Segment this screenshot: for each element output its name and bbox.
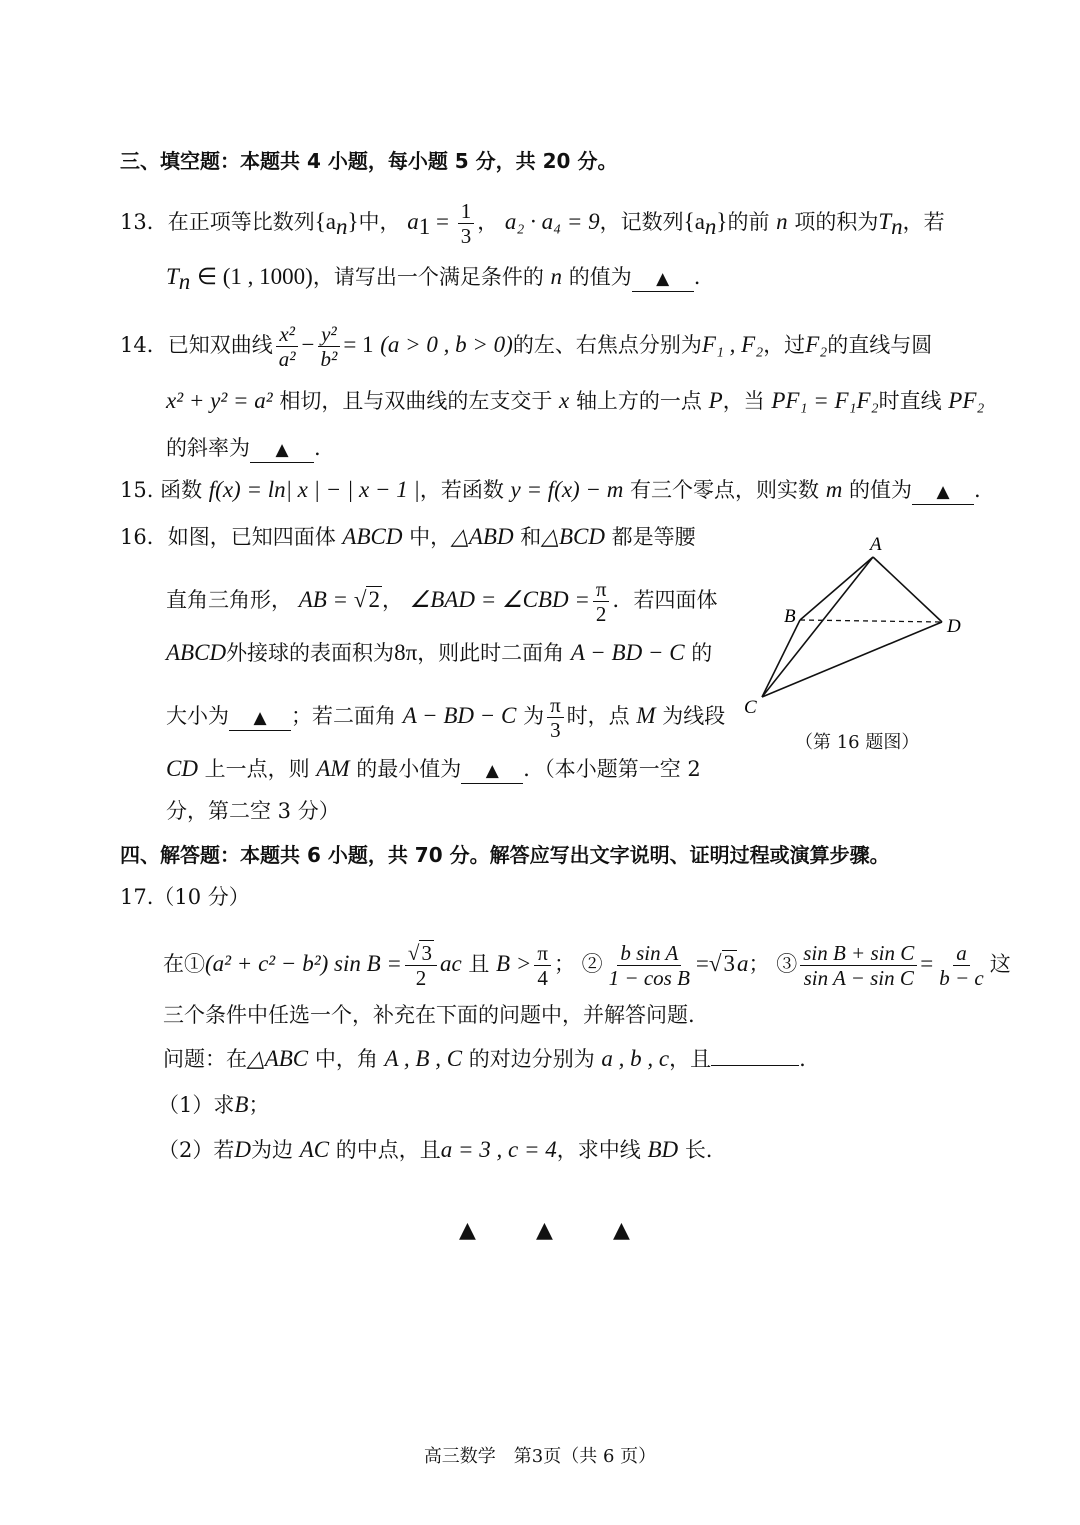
math: PF₁ = F₁F₂ <box>771 388 879 413</box>
math: n <box>704 214 717 240</box>
question-13-line-1 <box>120 200 945 247</box>
math: M <box>636 703 656 728</box>
question-17-part-2 <box>158 1135 713 1165</box>
math: f(x) = ln| x | − | x − 1 | <box>208 477 420 502</box>
question-16-line-4 <box>166 694 725 741</box>
fraction-one-third: $\frac{1}{3}$ <box>458 200 475 247</box>
question-number: 13． <box>120 210 168 234</box>
text: 这 <box>989 952 1011 976</box>
math: ∈ (1 , 1000) <box>196 264 313 289</box>
question-number: 15. <box>120 478 154 502</box>
math: A − BD − C <box>570 640 685 665</box>
text: 为线段 <box>662 704 726 728</box>
text: ，当 <box>722 389 765 413</box>
tetrahedron-figure <box>730 530 980 730</box>
fraction-sines: $\frac{\text{sin B + sin C}}{\text{sin A − sin C}}$ <box>800 942 917 989</box>
text: 大小为 <box>166 704 229 728</box>
text: 在正项等比数列 <box>167 210 315 234</box>
text: ，则此时二面角 <box>417 641 565 665</box>
text: . <box>314 436 321 460</box>
math: (a² + c² − b²) sin B = <box>205 951 402 976</box>
question-16-line-2 <box>166 578 717 625</box>
question-17-part-1 <box>158 1090 269 1120</box>
text: 时直线 <box>878 389 942 413</box>
question-number: 16． <box>120 525 168 549</box>
question-15-line <box>120 475 981 505</box>
math: = <box>695 951 709 976</box>
text: 在① <box>163 952 205 976</box>
text: 中， <box>358 210 401 234</box>
text: 项的积为 <box>794 210 879 234</box>
text: 外接球的表面积为 <box>226 641 395 665</box>
fraction-x2-a2: $\frac{\text{x²}}{\text{a²}}$ <box>276 323 299 370</box>
math: {a <box>683 209 705 234</box>
question-16-line-1 <box>120 522 696 552</box>
math: a <box>737 951 749 976</box>
fraction-sqrt3-over-2: $\frac{√3}{2}$ <box>405 942 437 989</box>
text: 和 <box>520 525 542 549</box>
vertex-label-d: D <box>947 616 961 637</box>
math: F₁ , F₂ <box>701 332 764 357</box>
page-footer: 高三数学 第3页（共 6 页） <box>423 1446 657 1467</box>
math: m <box>825 477 843 502</box>
text: 且 <box>468 952 490 976</box>
math: n <box>776 209 788 234</box>
text: 为边 <box>251 1138 293 1162</box>
fraction-pi-over-2: $\frac{\pi}{2}$ <box>593 578 610 625</box>
math: n <box>178 269 191 295</box>
question-17-problem <box>163 1044 806 1074</box>
math: a <box>407 209 419 234</box>
text: ；若二面角 <box>291 704 396 728</box>
text: 的前 <box>727 210 770 234</box>
math: A , B , C <box>384 1046 463 1071</box>
text: 的对边分别为 <box>468 1047 595 1071</box>
text: （1）求 <box>158 1093 235 1117</box>
math: } <box>716 209 728 234</box>
section-three-title: 三、填空题：本题共 4 小题，每小题 5 分，共 20 分。 <box>120 149 618 173</box>
fraction-pi-over-3: $\frac{\pi}{3}$ <box>547 694 564 741</box>
answer-blank[interactable]: ▲ <box>632 267 694 292</box>
math: − <box>301 332 315 357</box>
fraction-y2-b2: $\frac{\text{y²}}{\text{b²}}$ <box>318 323 341 370</box>
answer-blank[interactable]: ▲ <box>250 438 314 463</box>
end-mark: ▲ <box>459 1218 476 1243</box>
math: n <box>891 214 903 240</box>
math: △ABC <box>247 1046 309 1071</box>
text: ， <box>477 210 499 234</box>
text: 的直线与圆 <box>827 333 933 357</box>
text: ③ <box>776 952 798 976</box>
math: P <box>708 388 723 413</box>
text: 函数 <box>160 478 203 502</box>
math: T <box>878 209 892 234</box>
fraction-bsinA: $\frac{\text{b sin A}}{\text{1 − cos B}}$ <box>608 941 690 990</box>
fraction-pi-over-4: $\frac{\pi}{4}$ <box>534 942 551 989</box>
text: ，若 <box>902 210 945 234</box>
answer-blank-1[interactable]: ▲ <box>229 706 291 731</box>
question-score: （10 分） <box>153 885 250 909</box>
math: } <box>347 209 359 234</box>
question-17-line-2: 三个条件中任选一个，补充在下面的问题中，并解答问题. <box>163 1003 695 1027</box>
math: x² + y² = a² <box>166 388 273 413</box>
text: 时，点 <box>566 704 630 728</box>
math: ABCD <box>342 524 403 549</box>
question-14-line-3 <box>166 433 321 463</box>
text: ； <box>748 952 770 976</box>
math: (a > 0 , b > 0) <box>380 332 513 357</box>
math: n <box>550 264 563 289</box>
text: 都是等腰 <box>611 525 696 549</box>
math: BD <box>647 1137 679 1162</box>
edge-bc <box>762 620 800 697</box>
text: 如图，已知四面体 <box>167 525 336 549</box>
text: 的值为 <box>849 478 913 502</box>
math: a , b , c <box>601 1046 670 1071</box>
text: 有三个零点，则实数 <box>630 478 820 502</box>
text: ， <box>381 588 403 612</box>
math: AC <box>299 1137 330 1162</box>
math: ac <box>439 951 462 976</box>
math: 8π <box>394 640 418 665</box>
edge-cd <box>762 622 942 697</box>
math: PF₂ <box>948 388 985 413</box>
question-14-line-2 <box>166 386 984 416</box>
math: = <box>430 209 455 234</box>
question-number: 14． <box>120 333 168 357</box>
text: ② <box>581 952 603 976</box>
edge-ad <box>873 557 942 622</box>
text: 轴上方的一点 <box>575 389 702 413</box>
question-14-line-1 <box>120 323 932 370</box>
text: 中，角 <box>314 1047 378 1071</box>
text: . <box>799 1047 806 1071</box>
vertex-label-c: C <box>744 697 757 718</box>
text: ．若四面体 <box>612 588 718 612</box>
math: T <box>166 264 179 289</box>
text: 相切，且与双曲线的左支交于 <box>279 389 553 413</box>
math: AM <box>316 756 350 781</box>
text: 上一点，则 <box>204 757 310 781</box>
text: ，求中线 <box>556 1138 641 1162</box>
text: ，过 <box>763 333 806 357</box>
math: = <box>920 951 934 976</box>
section-four-title: 四、解答题：本题共 6 小题，共 70 分。解答应写出文字说明、证明过程或演算步骤。 <box>120 843 890 867</box>
answer-blank[interactable]: ▲ <box>912 480 974 505</box>
end-marks <box>0 1218 1080 1248</box>
text: 的中点，且 <box>335 1138 441 1162</box>
text: 直角三角形， <box>166 588 292 612</box>
end-mark: ▲ <box>613 1218 630 1243</box>
math: {a <box>314 209 336 234</box>
vertex-label-a: A <box>870 534 882 555</box>
vertex-label-b: B <box>784 606 796 627</box>
fraction-a-over-b-minus-c: $\frac{a}{b - c}$ <box>939 941 984 990</box>
end-mark: ▲ <box>536 1218 553 1243</box>
text: ，且 <box>669 1047 712 1071</box>
text: 已知双曲线 <box>167 333 273 357</box>
edge-ab <box>800 557 873 620</box>
math: ABCD <box>166 640 227 665</box>
edge-ac <box>762 557 873 697</box>
text: 中， <box>409 525 452 549</box>
math: CD <box>166 756 198 781</box>
condition-blank[interactable] <box>711 1065 799 1066</box>
sqrt-three: √3 <box>708 951 736 976</box>
text: 的值为 <box>568 265 632 289</box>
question-17-header <box>120 882 250 912</box>
text: ，记数列 <box>599 210 684 234</box>
question-16-line-5 <box>166 754 701 784</box>
question-16-line-3 <box>166 638 712 668</box>
text: . <box>693 265 701 289</box>
text: 长. <box>684 1138 713 1162</box>
text: 的斜率为 <box>166 436 250 460</box>
question-13-line-2 <box>166 262 700 297</box>
question-number: 17. <box>120 885 154 909</box>
text: . <box>974 478 981 502</box>
math: AB = <box>298 587 354 612</box>
math: = 1 <box>343 332 374 357</box>
math: 1 <box>418 214 431 240</box>
math: x <box>559 388 570 413</box>
math: a = 3 , c = 4 <box>440 1137 557 1162</box>
text: ，若函数 <box>419 478 504 502</box>
math: B > <box>496 951 532 976</box>
figure-caption: （第 16 题图） <box>795 732 920 753</box>
answer-blank-2[interactable]: ▲ <box>461 759 523 784</box>
text: 的最小值为 <box>356 757 462 781</box>
text: ； <box>248 1093 270 1117</box>
text: 为 <box>523 704 545 728</box>
question-17-conditions <box>163 942 1011 989</box>
text: （2）若 <box>158 1138 235 1162</box>
text: 问题：在 <box>163 1047 247 1071</box>
question-16-line-6: 分，第二空 3 分） <box>166 799 340 823</box>
text: ．（本小题第一空 2 <box>523 757 701 781</box>
text: ，请写出一个满足条件的 <box>312 265 544 289</box>
math: a₂ · a₄ = 9 <box>504 209 600 234</box>
math: △ABD <box>451 524 514 549</box>
text: 的左、右焦点分别为 <box>512 333 702 357</box>
math: D <box>234 1137 251 1162</box>
math: F₂ <box>805 332 828 357</box>
math: B <box>234 1092 249 1117</box>
math: △BCD <box>541 524 605 549</box>
text: 的 <box>691 641 713 665</box>
math: A − BD − C <box>402 703 517 728</box>
math: y = f(x) − m <box>510 477 624 502</box>
text: ； <box>553 952 575 976</box>
math: n <box>335 214 348 240</box>
math: ∠BAD = ∠CBD = <box>409 587 590 612</box>
sqrt-two: √2 <box>353 587 380 612</box>
